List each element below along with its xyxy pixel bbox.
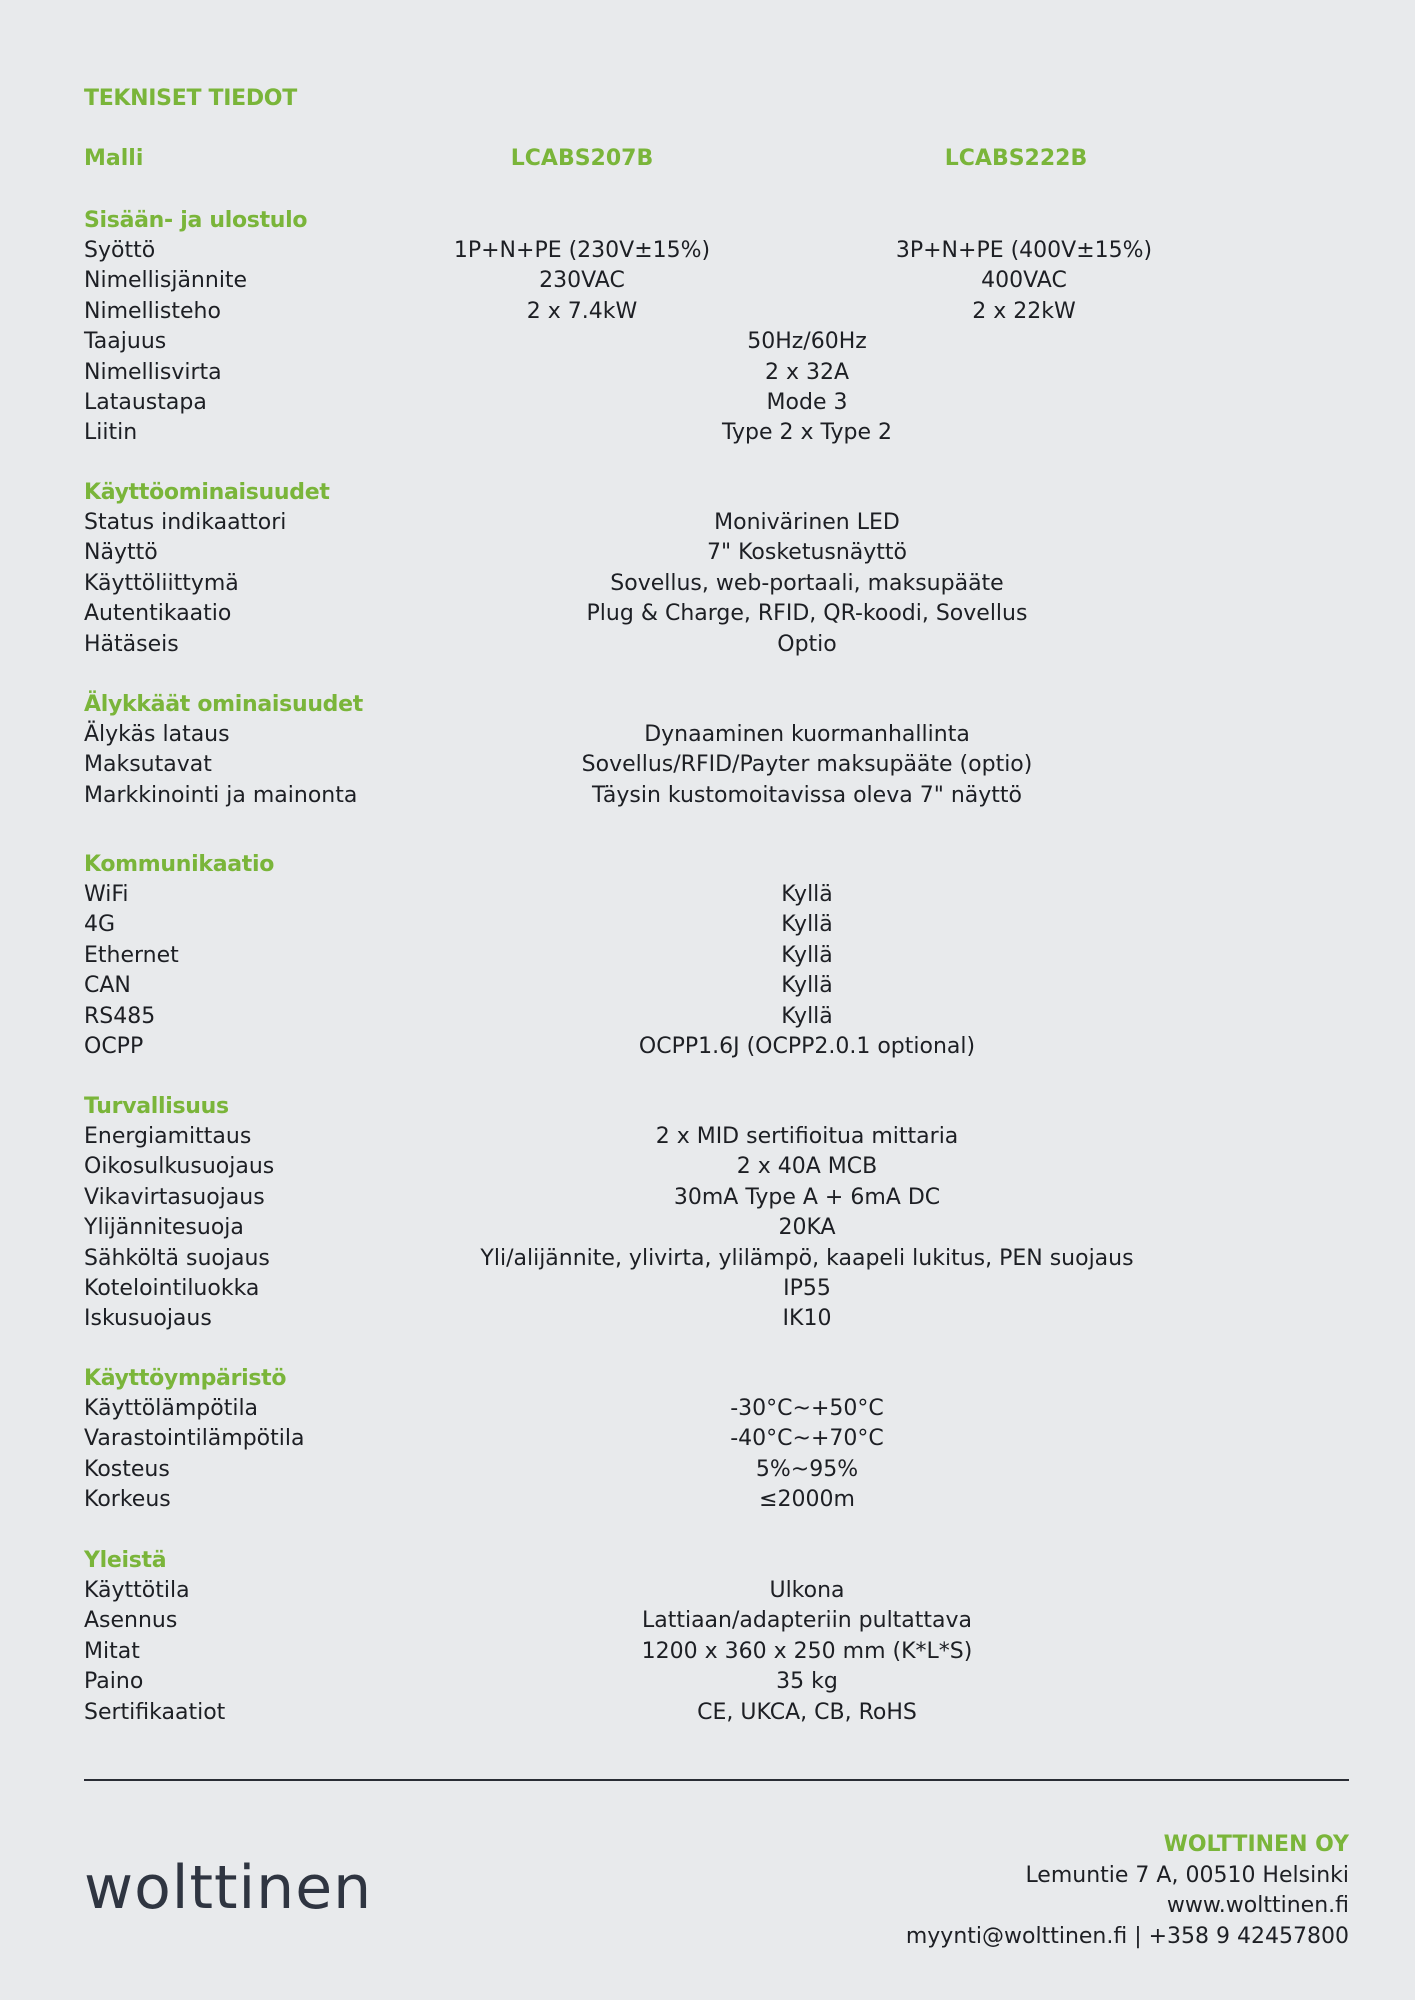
spec-row bbox=[84, 941, 1334, 971]
spec-label: Syöttö bbox=[84, 238, 156, 263]
spec-section bbox=[84, 478, 1334, 660]
spec-row bbox=[84, 971, 1334, 1001]
spec-row bbox=[84, 1606, 1334, 1636]
footer-divider bbox=[84, 1779, 1349, 1781]
spec-row bbox=[84, 297, 1334, 327]
spec-value: Optio bbox=[777, 631, 837, 657]
spec-row bbox=[84, 236, 1334, 266]
spec-value: Monivärinen LED bbox=[714, 510, 900, 535]
spec-row bbox=[84, 1698, 1334, 1728]
spec-row bbox=[84, 910, 1334, 940]
spec-label: Markkinointi ja mainonta bbox=[84, 782, 358, 808]
spec-row bbox=[84, 1485, 1334, 1515]
spec-row bbox=[84, 569, 1334, 599]
company-website[interactable]: www.wolttinen.fi bbox=[1166, 1893, 1349, 1918]
spec-value-lcabs207b: 2 x 7.4kW bbox=[526, 298, 638, 324]
spec-row bbox=[84, 1244, 1334, 1274]
spec-row bbox=[84, 266, 1334, 296]
spec-value: 35 kg bbox=[776, 1669, 838, 1695]
spec-value: Kyllä bbox=[781, 882, 833, 907]
spec-row bbox=[84, 1002, 1334, 1032]
spec-label: Älykäs lataus bbox=[84, 722, 230, 747]
spec-value: Kyllä bbox=[781, 973, 833, 999]
spec-label: Kosteus bbox=[84, 1456, 170, 1482]
spec-label: RS485 bbox=[84, 1003, 156, 1029]
section-title: Käyttöympäristö bbox=[84, 1366, 287, 1391]
company-address: Lemuntie 7 A, 00510 Helsinki bbox=[1025, 1862, 1349, 1888]
spec-row bbox=[84, 1576, 1334, 1606]
spec-value: Ulkona bbox=[769, 1578, 845, 1603]
spec-value: Kyllä bbox=[781, 942, 833, 968]
section-title: Älykkäät ominaisuudet bbox=[84, 692, 363, 717]
spec-section bbox=[84, 1364, 1334, 1516]
spec-row bbox=[84, 1304, 1334, 1334]
spec-label: Käyttölämpötila bbox=[84, 1396, 259, 1421]
spec-value: 50Hz/60Hz bbox=[747, 329, 867, 355]
spec-label: Hätäseis bbox=[84, 631, 179, 657]
spec-section bbox=[84, 690, 1334, 811]
page-title: TEKNISET TIEDOT bbox=[84, 86, 297, 111]
spec-row bbox=[84, 630, 1334, 660]
company-contact bbox=[906, 1830, 1349, 1952]
section-title: Kommunikaatio bbox=[84, 852, 275, 877]
section-title: Yleistä bbox=[84, 1548, 167, 1573]
spec-row bbox=[84, 327, 1334, 357]
spec-section bbox=[84, 1546, 1334, 1728]
spec-label: Asennus bbox=[84, 1608, 178, 1634]
spec-value: IK10 bbox=[782, 1306, 832, 1332]
spec-row bbox=[84, 720, 1334, 750]
spec-label: Ethernet bbox=[84, 942, 179, 968]
spec-value: 1200 x 360 x 250 mm (K*L*S) bbox=[641, 1638, 973, 1664]
spec-label: Maksutavat bbox=[84, 752, 212, 778]
spec-row bbox=[84, 1122, 1334, 1152]
spec-value: ≤2000m bbox=[759, 1487, 855, 1513]
spec-label: Paino bbox=[84, 1669, 144, 1695]
spec-row bbox=[84, 1424, 1334, 1454]
spec-label: Taajuus bbox=[84, 329, 167, 355]
spec-label: CAN bbox=[84, 973, 131, 999]
spec-label: WiFi bbox=[84, 882, 129, 907]
spec-value: 20KA bbox=[778, 1215, 836, 1241]
spec-label: 4G bbox=[84, 912, 116, 938]
spec-value-lcabs222b: 2 x 22kW bbox=[972, 298, 1076, 324]
spec-label: OCPP bbox=[84, 1033, 144, 1059]
spec-label: Oikosulkusuojaus bbox=[84, 1154, 275, 1180]
spec-label: Mitat bbox=[84, 1638, 140, 1664]
spec-row bbox=[84, 1032, 1334, 1062]
spec-row bbox=[84, 538, 1334, 568]
spec-label: Liitin bbox=[84, 420, 138, 446]
spec-row bbox=[84, 1274, 1334, 1304]
spec-value: OCPP1.6J (OCPP2.0.1 optional) bbox=[638, 1033, 976, 1059]
spec-value-lcabs207b: 230VAC bbox=[539, 268, 625, 294]
section-title: Turvallisuus bbox=[84, 1094, 229, 1119]
spec-value: Kyllä bbox=[781, 912, 833, 938]
spec-value: 5%~95% bbox=[755, 1456, 859, 1482]
spec-row bbox=[84, 1667, 1334, 1697]
spec-label: Status indikaattori bbox=[84, 510, 287, 535]
spec-value: Plug & Charge, RFID, QR-koodi, Sovellus bbox=[586, 601, 1028, 627]
spec-label: Sertifikaatiot bbox=[84, 1699, 226, 1725]
spec-value: 2 x 40A MCB bbox=[736, 1154, 878, 1180]
spec-label: Kotelointiluokka bbox=[84, 1275, 260, 1301]
section-title: Sisään- ja ulostulo bbox=[84, 208, 308, 233]
spec-row bbox=[84, 1183, 1334, 1213]
spec-section bbox=[84, 850, 1334, 1062]
spec-row bbox=[84, 358, 1334, 388]
spec-value-lcabs222b: 400VAC bbox=[981, 268, 1067, 294]
spec-row bbox=[84, 1152, 1334, 1182]
model-label: Malli bbox=[84, 146, 144, 171]
spec-value: Mode 3 bbox=[766, 389, 848, 415]
wolttinen-logo: wolttinen bbox=[84, 1853, 373, 1923]
spec-label: Nimellisvirta bbox=[84, 359, 222, 385]
spec-value: -40°C~+70°C bbox=[730, 1426, 884, 1452]
model-col1: LCABS207B bbox=[510, 146, 654, 171]
spec-label: Nimellisteho bbox=[84, 298, 221, 324]
spec-label: Vikavirtasuojaus bbox=[84, 1184, 265, 1210]
spec-label: Ylijännitesuoja bbox=[84, 1215, 244, 1241]
spec-label: Käyttötila bbox=[84, 1578, 190, 1603]
spec-value: Lattiaan/adapteriin pultattava bbox=[641, 1608, 973, 1634]
company-name: WOLTTINEN OY bbox=[1163, 1832, 1349, 1857]
spec-value-lcabs207b: 1P+N+PE (230V±15%) bbox=[453, 238, 711, 263]
spec-row bbox=[84, 418, 1334, 448]
spec-value: -30°C~+50°C bbox=[730, 1396, 884, 1421]
spec-value: 2 x 32A bbox=[764, 359, 850, 385]
spec-row bbox=[84, 388, 1334, 418]
spec-value: Sovellus/RFID/Payter maksupääte (optio) bbox=[581, 752, 1033, 778]
spec-section bbox=[84, 206, 1334, 449]
spec-row bbox=[84, 599, 1334, 629]
spec-label: Sähköltä suojaus bbox=[84, 1245, 270, 1271]
spec-value-lcabs222b: 3P+N+PE (400V±15%) bbox=[895, 238, 1153, 263]
spec-row bbox=[84, 880, 1334, 910]
spec-value: IP55 bbox=[783, 1275, 831, 1301]
spec-label: Varastointilämpötila bbox=[84, 1426, 305, 1452]
spec-label: Käyttöliittymä bbox=[84, 570, 239, 596]
spec-section bbox=[84, 1092, 1334, 1335]
spec-value: 30mA Type A + 6mA DC bbox=[673, 1184, 941, 1210]
spec-row bbox=[84, 781, 1334, 811]
spec-row bbox=[84, 1394, 1334, 1424]
spec-row bbox=[84, 1455, 1334, 1485]
model-col2: LCABS222B bbox=[944, 146, 1088, 171]
spec-row bbox=[84, 1637, 1334, 1667]
company-email-phone[interactable]: myynti@wolttinen.fi | +358 9 42457800 bbox=[905, 1923, 1349, 1949]
spec-label: Korkeus bbox=[84, 1487, 171, 1513]
spec-value: 2 x MID sertifioitua mittaria bbox=[655, 1124, 959, 1149]
spec-label: Nimellisjännite bbox=[84, 268, 248, 294]
spec-value: Sovellus, web-portaali, maksupääte bbox=[610, 570, 1004, 596]
spec-label: Autentikaatio bbox=[84, 601, 232, 627]
model-header-row bbox=[84, 146, 1334, 178]
spec-label: Näyttö bbox=[84, 540, 158, 566]
spec-value: CE, UKCA, CB, RoHS bbox=[697, 1699, 917, 1725]
spec-row bbox=[84, 750, 1334, 780]
spec-row bbox=[84, 508, 1334, 538]
spec-value: Kyllä bbox=[781, 1003, 833, 1029]
spec-label: Lataustapa bbox=[84, 389, 207, 415]
spec-value: Yli/alijännite, ylivirta, ylilämpö, kaapeli lukitus, PEN suojaus bbox=[480, 1245, 1134, 1271]
spec-value: Type 2 x Type 2 bbox=[721, 420, 893, 446]
spec-row bbox=[84, 1213, 1334, 1243]
section-title: Käyttöominaisuudet bbox=[84, 480, 330, 505]
spec-value: Dynaaminen kuormanhallinta bbox=[644, 722, 970, 747]
spec-label: Energiamittaus bbox=[84, 1124, 252, 1149]
spec-label: Iskusuojaus bbox=[84, 1306, 212, 1332]
spec-value: 7" Kosketusnäyttö bbox=[706, 540, 908, 566]
spec-value: Täysin kustomoitavissa oleva 7" näyttö bbox=[592, 782, 1022, 808]
